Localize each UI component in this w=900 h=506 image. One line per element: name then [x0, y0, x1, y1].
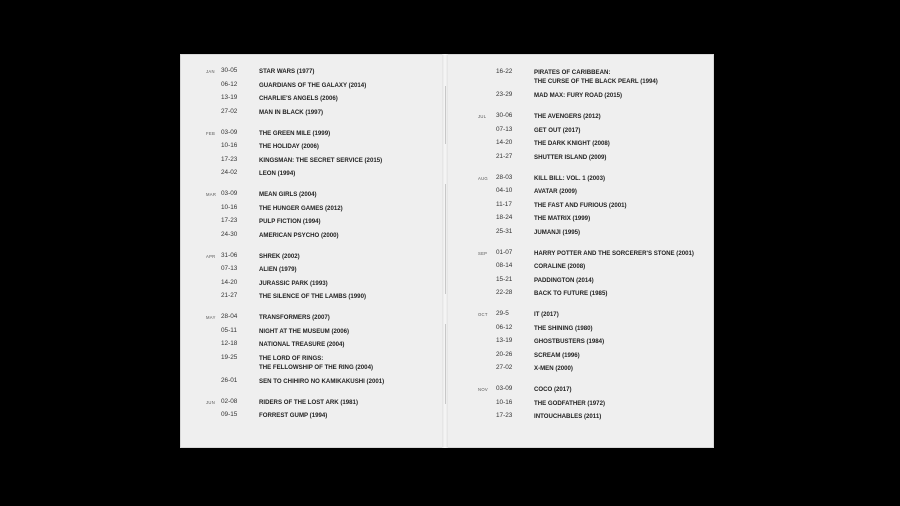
month-label: JUL — [478, 114, 487, 119]
schedule-row — [448, 385, 714, 399]
movie-title: NIGHT AT THE MUSEUM (2006) — [259, 327, 350, 335]
movie-title: INTOUCHABLES (2011) — [534, 413, 602, 420]
date-range: 27-02 — [496, 364, 513, 371]
schedule-row — [180, 231, 442, 245]
movie-title: JURASSIC PARK (1993) — [259, 279, 328, 287]
schedule-row — [448, 412, 714, 426]
date-range: 27-02 — [221, 107, 238, 115]
movie-title: AVATAR (2009) — [534, 188, 577, 195]
schedule-row — [180, 94, 442, 108]
date-range: 04-10 — [496, 187, 513, 194]
movie-title: THE LORD OF RINGS: THE FELLOWSHIP OF THE RING (2004) — [259, 354, 373, 371]
schedule-row — [180, 340, 442, 354]
date-range: 01-07 — [496, 248, 513, 256]
date-range: 15-21 — [496, 275, 513, 283]
date-range: 14-20 — [221, 278, 238, 286]
schedule-row — [448, 174, 714, 188]
month-block — [448, 112, 714, 166]
month-label: SEP — [478, 250, 488, 256]
month-gap — [448, 166, 714, 174]
month-label: NOV — [478, 387, 488, 392]
month-gap — [180, 183, 442, 191]
schedule-row — [180, 190, 442, 204]
movie-title: X-MEN (2000) — [534, 365, 573, 372]
schedule-row — [448, 91, 714, 105]
schedule-row — [448, 351, 714, 365]
movie-title: THE HUNGER GAMES (2012) — [259, 204, 343, 212]
movie-title: STAR WARS (1977) — [259, 68, 315, 75]
schedule-row — [180, 292, 442, 306]
movie-title: AMERICAN PSYCHO (2000) — [259, 231, 339, 239]
movie-title: JUMANJI (1995) — [534, 228, 581, 236]
date-range: 08-14 — [496, 262, 513, 269]
schedule-row — [180, 108, 442, 122]
movie-title: THE HOLIDAY (2006) — [259, 143, 319, 150]
month-label: AUG — [478, 175, 488, 181]
movie-title: THE GODFATHER (1972) — [534, 399, 605, 407]
movie-title: THE DARK KNIGHT (2008) — [534, 140, 610, 147]
movie-title: ALIEN (1979) — [259, 266, 297, 273]
date-range: 06-12 — [496, 323, 513, 331]
date-range: 30-06 — [496, 112, 513, 119]
month-gap — [448, 303, 714, 311]
date-range: 09-15 — [221, 411, 238, 418]
schedule-row — [180, 252, 442, 266]
month-label: JUN — [206, 399, 216, 405]
schedule-row — [180, 327, 442, 341]
movie-title: SEN TO CHIHIRO NO KAMIKAKUSHI (2001) — [259, 377, 385, 385]
date-range: 28-03 — [496, 173, 513, 181]
schedule-row — [180, 142, 442, 156]
month-gap — [448, 105, 714, 113]
date-range: 21-27 — [221, 292, 238, 299]
date-range: 02-08 — [221, 397, 238, 405]
schedule-row — [448, 228, 714, 242]
movie-title: FORREST GUMP (1994) — [259, 412, 328, 419]
date-range: 17-23 — [221, 155, 238, 163]
movie-title: PIRATES OF CARIBBEAN: THE CURSE OF THE BLACK PEARL (1994) — [534, 69, 658, 85]
right-page — [448, 54, 714, 448]
movie-title: MEAN GIRLS (2004) — [259, 191, 317, 198]
month-block — [180, 67, 442, 121]
schedule-row — [448, 399, 714, 413]
date-range: 03-09 — [221, 128, 238, 136]
date-range: 07-13 — [496, 125, 513, 133]
month-label: MAR — [206, 192, 217, 197]
movie-title: HARRY POTTER AND THE SORCERER'S STONE (2001) — [534, 249, 694, 257]
movie-title: KILL BILL: VOL. 1 (2003) — [534, 174, 605, 182]
month-label: FEB — [206, 130, 216, 136]
left-page-schedule — [180, 54, 442, 425]
movie-title: PADDINGTON (2014) — [534, 276, 594, 284]
date-range: 14-20 — [496, 139, 513, 146]
movie-title: IT (2017) — [534, 311, 559, 318]
month-block — [180, 190, 442, 244]
schedule-row — [180, 377, 442, 391]
schedule-row — [448, 68, 714, 91]
schedule-row — [448, 112, 714, 126]
schedule-row — [448, 276, 714, 290]
date-range: 03-09 — [496, 385, 513, 392]
movie-title: KINGSMAN: THE SECRET SERVICE (2015) — [259, 156, 383, 164]
left-page — [180, 54, 442, 448]
movie-title: TRANSFORMERS (2007) — [259, 314, 330, 321]
schedule-row — [448, 126, 714, 140]
movie-title: PULP FICTION (1994) — [259, 218, 321, 225]
date-range: 13-19 — [496, 337, 513, 344]
schedule-row — [448, 201, 714, 215]
schedule-row — [180, 81, 442, 95]
month-block — [448, 385, 714, 426]
schedule-row — [448, 324, 714, 338]
date-range: 17-23 — [221, 217, 238, 224]
date-range: 06-12 — [221, 80, 238, 88]
spine-stitch — [445, 86, 446, 144]
date-range: 30-05 — [221, 67, 238, 74]
movie-title: RIDERS OF THE LOST ARK (1981) — [259, 398, 358, 406]
movie-title: COCO (2017) — [534, 386, 572, 393]
date-range: 16-22 — [496, 68, 513, 75]
movie-title: THE AVENGERS (2012) — [534, 113, 601, 120]
month-block — [180, 398, 442, 425]
movie-title: GUARDIANS OF THE GALAXY (2014) — [259, 81, 367, 89]
schedule-row — [180, 398, 442, 412]
schedule-row — [180, 313, 442, 327]
month-label: JAN — [206, 69, 215, 74]
month-gap — [448, 241, 714, 249]
schedule-row — [180, 265, 442, 279]
date-range: 28-04 — [221, 313, 238, 320]
date-range: 29-5 — [496, 310, 509, 317]
schedule-row — [448, 187, 714, 201]
schedule-row — [180, 217, 442, 231]
schedule-row — [180, 279, 442, 293]
date-range: 12-18 — [221, 340, 238, 347]
date-range: 31-06 — [221, 251, 238, 259]
movie-title: THE SILENCE OF THE LAMBS (1990) — [259, 293, 366, 300]
right-page-schedule — [448, 54, 714, 426]
date-range: 10-16 — [221, 203, 238, 211]
schedule-row — [448, 153, 714, 167]
month-block — [448, 68, 714, 105]
date-range: 03-09 — [221, 190, 238, 197]
month-label: APR — [206, 253, 216, 259]
schedule-row — [448, 364, 714, 378]
open-booklet — [180, 54, 714, 448]
month-gap — [180, 306, 442, 314]
schedule-row — [180, 156, 442, 170]
date-range: 24-02 — [221, 169, 238, 176]
date-range: 20-26 — [496, 350, 513, 358]
month-gap — [180, 390, 442, 398]
schedule-row — [448, 139, 714, 153]
date-range: 05-11 — [221, 326, 237, 334]
schedule-row — [448, 214, 714, 228]
month-label: OCT — [478, 312, 488, 317]
month-gap — [180, 121, 442, 129]
schedule-row — [448, 310, 714, 324]
date-range: 18-24 — [496, 214, 513, 221]
month-gap — [180, 244, 442, 252]
date-range: 26-01 — [221, 376, 238, 384]
month-gap — [448, 378, 714, 386]
date-range: 23-29 — [496, 91, 513, 98]
movie-title: THE MATRIX (1999) — [534, 215, 591, 222]
schedule-row — [448, 289, 714, 303]
schedule-row — [180, 67, 442, 81]
schedule-row — [180, 204, 442, 218]
date-range: 24-30 — [221, 230, 238, 238]
date-range: 13-19 — [221, 94, 238, 101]
month-block — [448, 174, 714, 242]
movie-title: GET OUT (2017) — [534, 126, 581, 134]
movie-title: LEON (1994) — [259, 170, 296, 177]
spine-stitch — [445, 184, 446, 294]
date-range: 19-25 — [221, 353, 238, 361]
date-range: 07-13 — [221, 265, 238, 272]
movie-title: CORALINE (2008) — [534, 263, 586, 270]
movie-title: CHARLIE'S ANGELS (2006) — [259, 95, 338, 102]
date-range: 21-27 — [496, 152, 513, 160]
schedule-row — [448, 337, 714, 351]
spine-stitch — [445, 324, 446, 404]
date-range: 22-28 — [496, 289, 513, 296]
date-range: 17-23 — [496, 412, 513, 419]
movie-title: BACK TO FUTURE (1985) — [534, 290, 608, 297]
month-block — [180, 129, 442, 183]
schedule-row — [448, 249, 714, 263]
schedule-row — [180, 169, 442, 183]
month-label: MAY — [206, 315, 216, 320]
schedule-row — [180, 354, 442, 377]
movie-title: NATIONAL TREASURE (2004) — [259, 341, 345, 348]
schedule-row — [180, 411, 442, 425]
movie-title: THE SHINING (1980) — [534, 324, 593, 332]
schedule-row — [448, 262, 714, 276]
date-range: 10-16 — [496, 398, 513, 406]
month-block — [448, 249, 714, 303]
date-range: 11-17 — [496, 200, 512, 208]
movie-title: MAN IN BLACK (1997) — [259, 108, 323, 116]
schedule-row — [180, 129, 442, 143]
month-block — [180, 252, 442, 306]
movie-title: MAD MAX: FURY ROAD (2015) — [534, 92, 623, 99]
date-range: 10-16 — [221, 142, 238, 149]
movie-title: GHOSTBUSTERS (1984) — [534, 338, 605, 345]
month-block — [180, 313, 442, 390]
movie-title: SCREAM (1996) — [534, 351, 580, 359]
movie-title: THE GREEN MILE (1999) — [259, 129, 331, 137]
month-block — [448, 310, 714, 378]
movie-title: SHREK (2002) — [259, 252, 300, 260]
date-range: 25-31 — [496, 227, 513, 235]
movie-title: SHUTTER ISLAND (2009) — [534, 153, 607, 161]
movie-title: THE FAST AND FURIOUS (2001) — [534, 201, 627, 209]
